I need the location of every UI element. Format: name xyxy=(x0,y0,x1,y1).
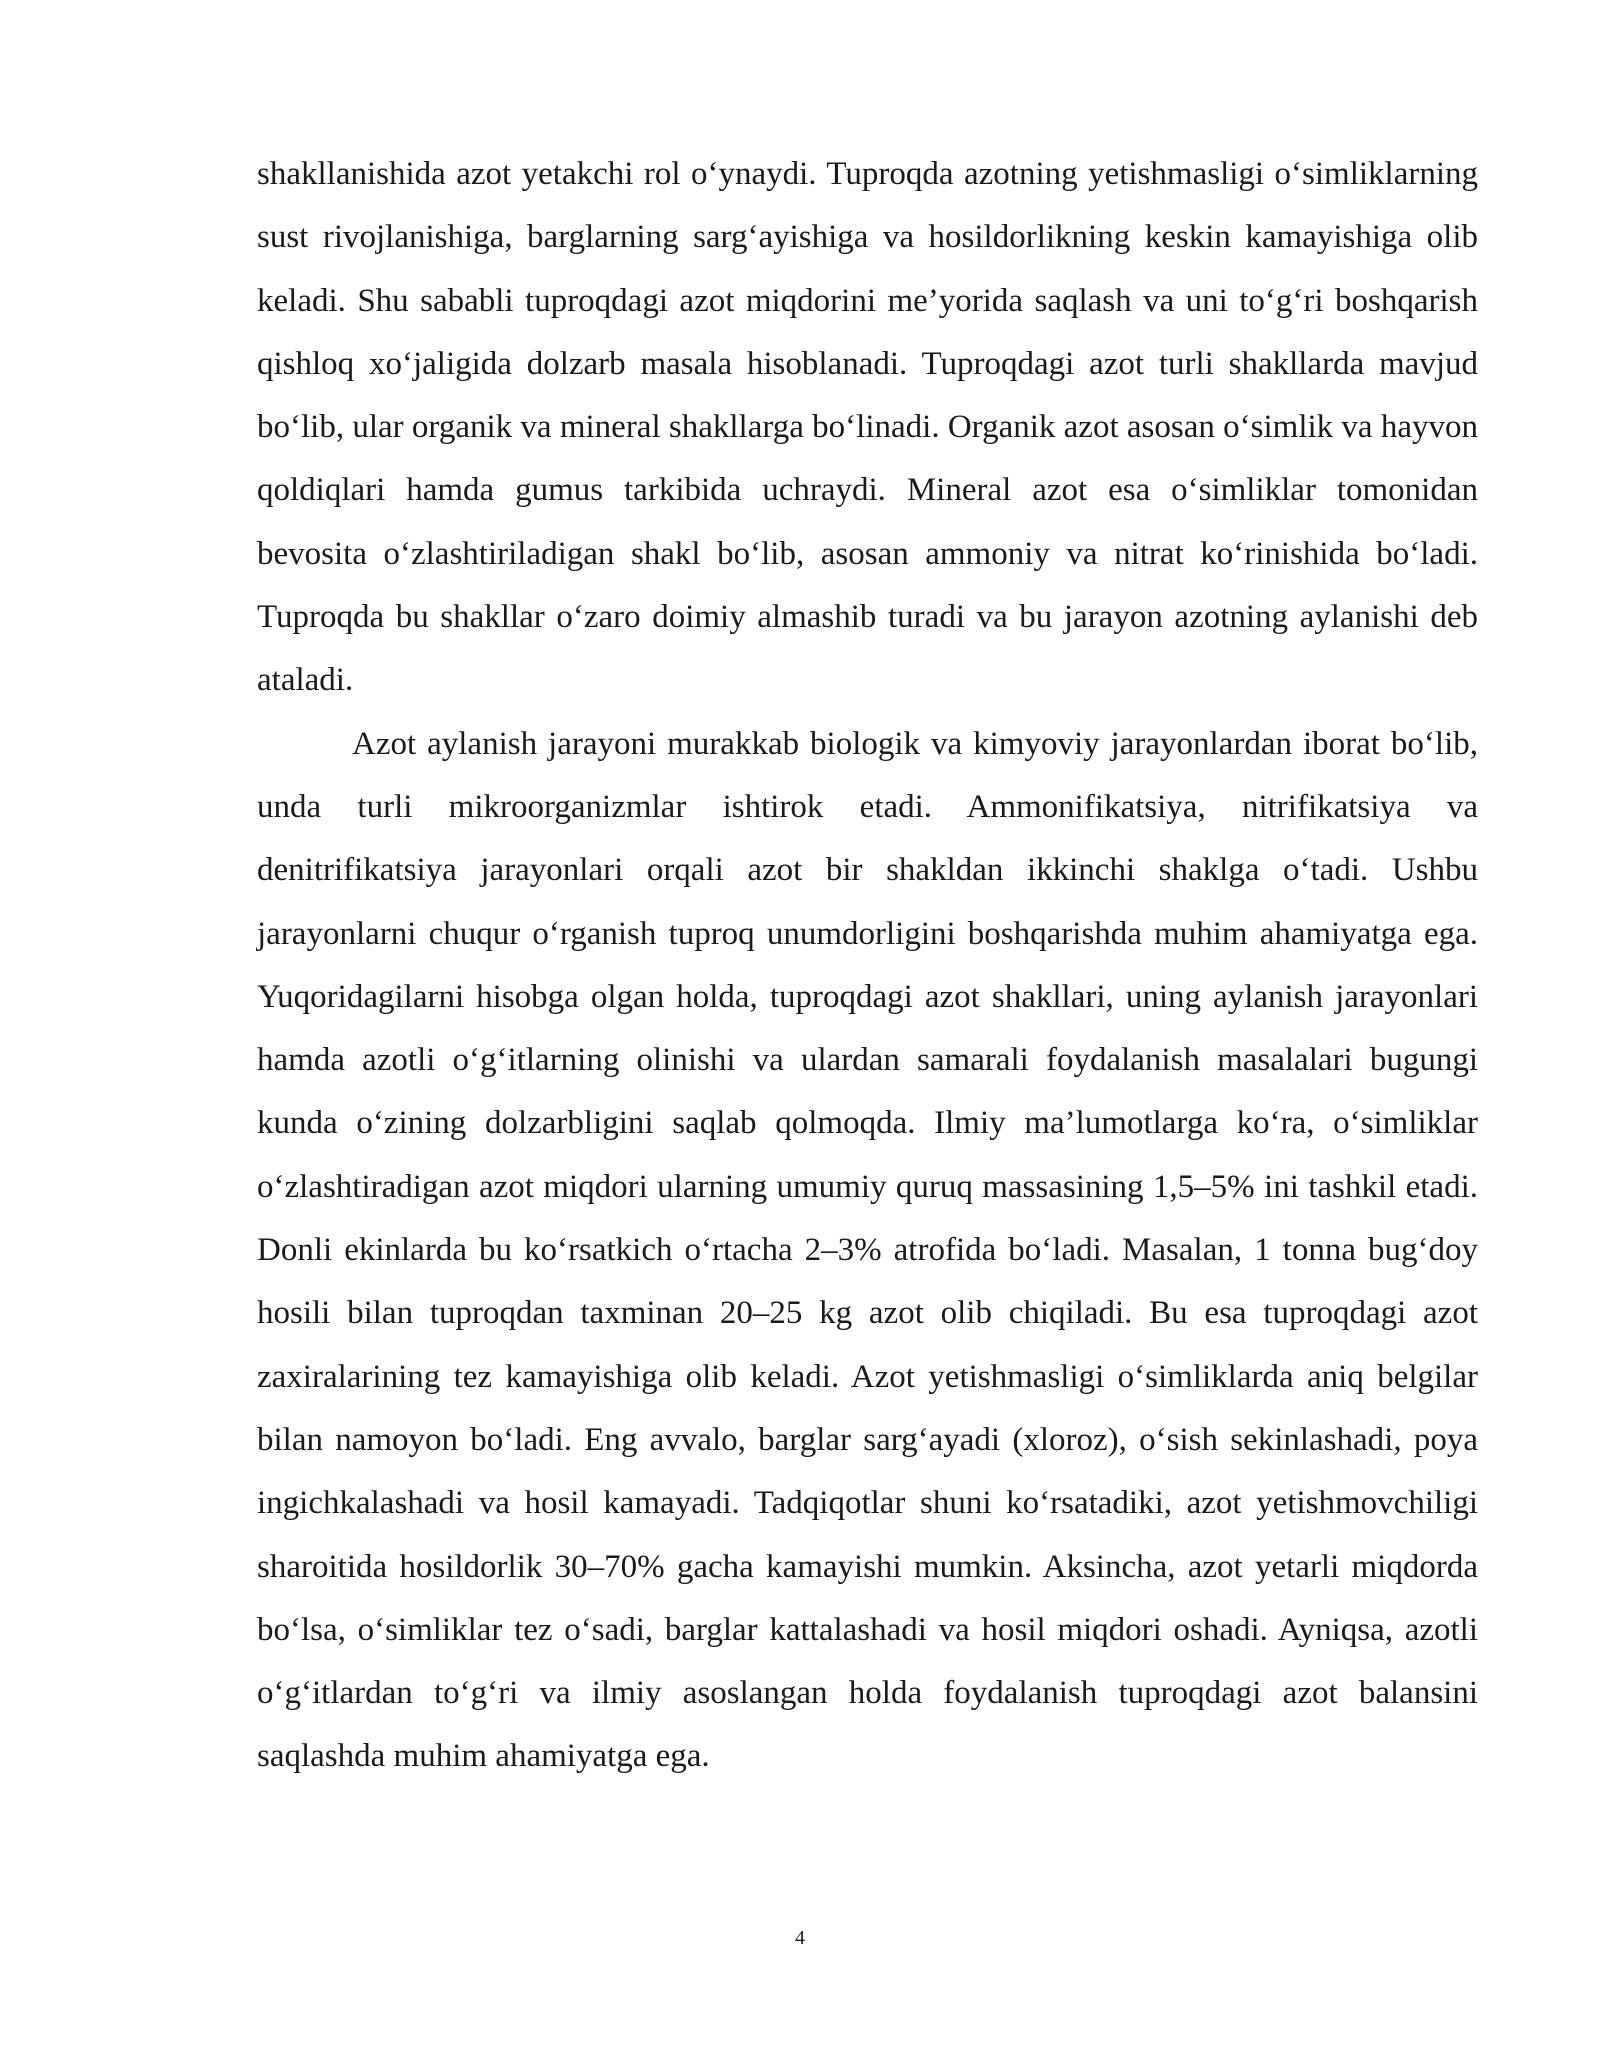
text-body xyxy=(257,143,1478,1789)
paragraph-1: shakllanishida azot yetakchi rol o‘ynaydi. Tuproqda azotning yetishmasligi o‘simliklarning sust rivojlanishiga, barglarning sarg‘ayishiga va hosildorlikning keskin kamayishiga olib keladi. Shu sababli tuproqdagi azot miqdorini me’yorida saqlash va uni to‘g‘ri boshqarish qishloq xo‘jaligida dolzarb masala hisoblanadi. Tuproqdagi azot turli shakllarda mavjud bo‘lib, ular organik va mineral shakllarga bo‘linadi. Organik azot asosan o‘simlik va hayvon qoldiqlari hamda gumus tarkibida uchraydi. Mineral azot esa o‘simliklar tomonidan bevosita o‘zlashtiriladigan shakl bo‘lib, asosan ammoniy va nitrat ko‘rinishida bo‘ladi. Tuproqda bu shakllar o‘zaro doimiy almashib turadi va bu jarayon azotning aylanishi deb ataladi. xyxy=(257,156,1478,699)
page-number: 4 xyxy=(795,1927,805,1949)
paragraph-2: Azot aylanish jarayoni murakkab biologik va kimyoviy jarayonlardan iborat bo‘lib, unda turli mikroorganizmlar ishtirok etadi. Ammonifikatsiya, nitrifikatsiya va denitrifikatsiya jarayonlari orqali azot bir shakldan ikkinchi shaklga o‘tadi. Ushbu jarayonlarni chuqur o‘rganish tuproq unumdorligini boshqarishda muhim ahamiyatga ega. Yuqoridagilarni hisobga olgan holda, tuproqdagi azot shakllari, uning aylanish jarayonlari hamda azotli o‘g‘itlarning olinishi va ulardan samarali foydalanish masalalari bugungi kunda o‘zining dolzarbligini saqlab qolmoqda. Ilmiy ma’lumotlarga ko‘ra, o‘simliklar o‘zlashtiradigan azot miqdori ularning umumiy quruq massasining 1,5–5% ini tashkil etadi. Donli ekinlarda bu ko‘rsatkich o‘rtacha 2–3% atrofida bo‘ladi. Masalan, 1 tonna bug‘doy hosili bilan tuproqdan taxminan 20–25 kg azot olib chiqiladi. Bu esa tuproqdagi azot zaxiralarining tez kamayishiga olib keladi. Azot yetishmasligi o‘simliklarda aniq belgilar bilan namoyon bo‘ladi. Eng avvalo, barglar sarg‘ayadi (xloroz), o‘sish sekinlashadi, poya ingichkalashadi va hosil kamayadi. Tadqiqotlar shuni ko‘rsatadiki, azot yetishmovchiligi sharoitida hosildorlik 30–70% gacha kamayishi mumkin. Aksincha, azot yetarli miqdorda bo‘lsa, o‘simliklar tez o‘sadi, barglar kattalashadi va hosil miqdori oshadi. Ayniqsa, azotli o‘g‘itlardan to‘g‘ri va ilmiy asoslangan holda foydalanish tuproqdagi azot balansini saqlashda muhim ahamiyatga ega. xyxy=(257,725,1478,1775)
